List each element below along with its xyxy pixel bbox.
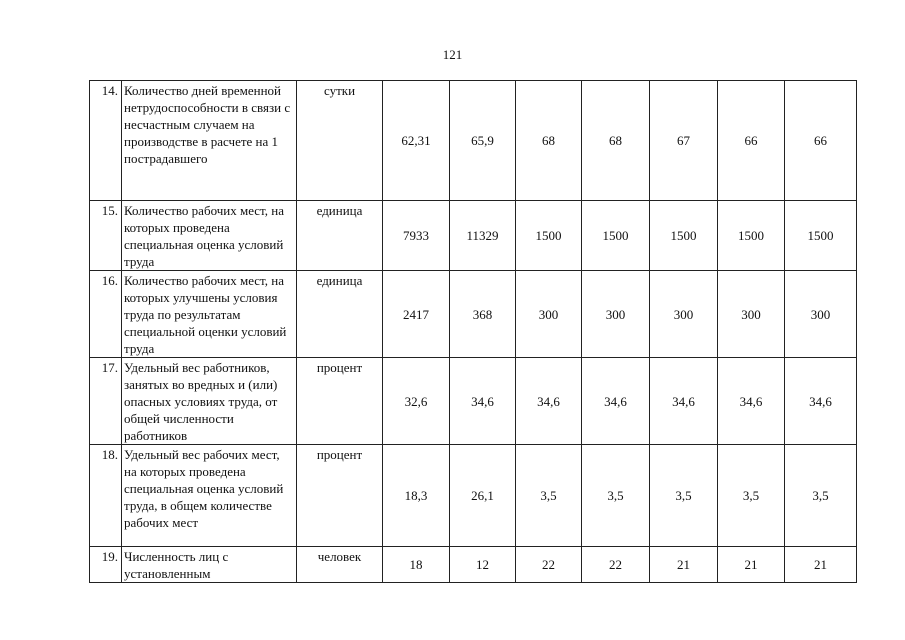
value-cell: 12	[450, 547, 516, 583]
unit-cell: человек	[297, 547, 383, 583]
value-cell: 67	[650, 81, 718, 201]
value-cell: 11329	[450, 201, 516, 271]
value-cell: 18,3	[383, 445, 450, 547]
indicator-name: Количество дней временной нетрудоспособности в связи с несчастным случаем на производстве в расчете на 1 пострадавшего	[122, 81, 297, 201]
value-cell: 3,5	[650, 445, 718, 547]
value-cell: 3,5	[785, 445, 857, 547]
value-cell: 3,5	[516, 445, 582, 547]
unit-cell: единица	[297, 271, 383, 358]
table-row	[90, 547, 857, 583]
value-cell: 1500	[718, 201, 785, 271]
indicator-name: Численность лиц с установленным	[122, 547, 297, 583]
value-cell: 368	[450, 271, 516, 358]
value-cell: 21	[785, 547, 857, 583]
unit-cell: сутки	[297, 81, 383, 201]
value-cell: 34,6	[785, 358, 857, 445]
value-cell: 300	[650, 271, 718, 358]
value-cell: 300	[516, 271, 582, 358]
row-number: 16.	[90, 271, 122, 358]
indicators-table	[89, 80, 857, 583]
value-cell: 34,6	[516, 358, 582, 445]
table-row	[90, 445, 857, 547]
indicator-name: Количество рабочих мест, на которых проведена специальная оценка условий труда	[122, 201, 297, 271]
unit-cell: единица	[297, 201, 383, 271]
value-cell: 1500	[785, 201, 857, 271]
page-number: 121	[442, 47, 463, 62]
table-row	[90, 201, 857, 271]
value-cell: 2417	[383, 271, 450, 358]
value-cell: 32,6	[383, 358, 450, 445]
value-cell: 22	[582, 547, 650, 583]
value-cell: 1500	[582, 201, 650, 271]
value-cell: 7933	[383, 201, 450, 271]
value-cell: 21	[718, 547, 785, 583]
value-cell: 18	[383, 547, 450, 583]
indicator-name: Удельный вес рабочих мест, на которых проведена специальная оценка условий труда, в общем количестве рабочих мест	[122, 445, 297, 547]
value-cell: 21	[650, 547, 718, 583]
value-cell: 1500	[516, 201, 582, 271]
value-cell: 62,31	[383, 81, 450, 201]
row-number: 19.	[90, 547, 122, 583]
value-cell: 34,6	[582, 358, 650, 445]
table-row	[90, 358, 857, 445]
indicator-name: Удельный вес работников, занятых во вредных и (или) опасных условиях труда, от общей численности работников	[122, 358, 297, 445]
value-cell: 66	[785, 81, 857, 201]
table-row	[90, 271, 857, 358]
row-number: 15.	[90, 201, 122, 271]
value-cell: 68	[582, 81, 650, 201]
indicator-name: Количество рабочих мест, на которых улучшены условия труда по результатам специальной оценки условий труда	[122, 271, 297, 358]
row-number: 17.	[90, 358, 122, 445]
value-cell: 34,6	[650, 358, 718, 445]
value-cell: 1500	[650, 201, 718, 271]
row-number: 14.	[90, 81, 122, 201]
value-cell: 26,1	[450, 445, 516, 547]
value-cell: 34,6	[718, 358, 785, 445]
value-cell: 300	[582, 271, 650, 358]
value-cell: 66	[718, 81, 785, 201]
value-cell: 3,5	[582, 445, 650, 547]
unit-cell: процент	[297, 445, 383, 547]
value-cell: 300	[785, 271, 857, 358]
unit-cell: процент	[297, 358, 383, 445]
value-cell: 65,9	[450, 81, 516, 201]
table-row	[90, 81, 857, 201]
value-cell: 300	[718, 271, 785, 358]
value-cell: 22	[516, 547, 582, 583]
row-number: 18.	[90, 445, 122, 547]
value-cell: 34,6	[450, 358, 516, 445]
value-cell: 3,5	[718, 445, 785, 547]
value-cell: 68	[516, 81, 582, 201]
